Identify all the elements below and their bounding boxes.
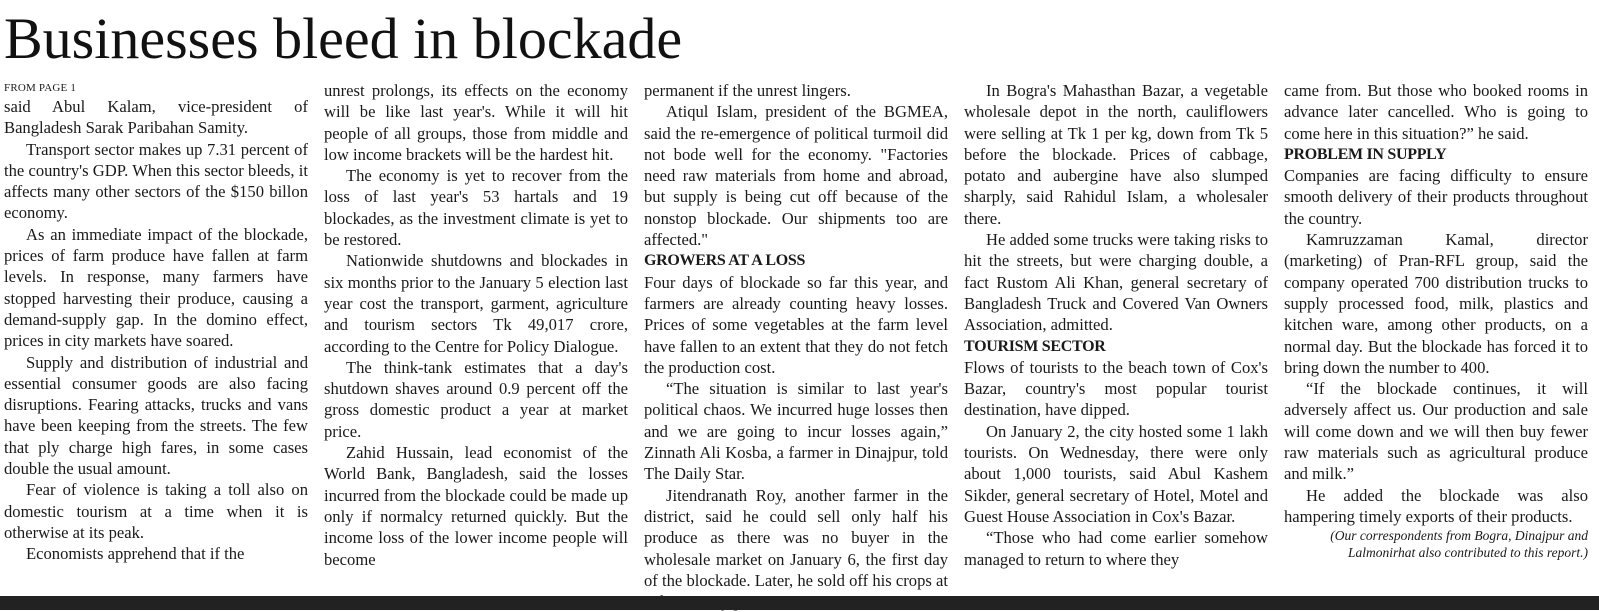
column-5 [1284, 80, 1588, 600]
contributor-credit: (Our correspondents from Bogra, Dinajpur and Lalmonirhat also contributed to this report.) [1330, 528, 1588, 561]
paragraph: As an immediate impact of the blockade, prices of farm produce have fallen at farm levels. In response, many farmers have stopped harvesting their produce, causing a demand-supply gap. In the domino effect, prices in city markets have soared. [4, 224, 308, 351]
paragraph: “Those who had come earlier somehow managed to return to where they [964, 528, 1268, 569]
paragraph: The economy is yet to recover from the loss of last year's 53 hartals and 19 blockades, as the investment climate is yet to be restored. [324, 166, 628, 250]
paragraph: unrest prolongs, its effects on the economy will be like last year's. While it will hit people of all groups, those from middle and low income brackets will be the hardest hit. [324, 81, 628, 164]
subheading: PROBLEM IN SUPPLY [1284, 145, 1447, 163]
paragraph: permanent if the unrest lingers. [644, 81, 851, 100]
paragraph: On January 2, the city hosted some 1 lakh tourists. On Wednesday, there were only about 1,000 tourists, said Abul Kashem Sikder, general secretary of Hotel, Motel and Guest House Association in Cox's Bazar. [964, 421, 1268, 526]
subheading: GROWERS AT A LOSS [644, 252, 806, 270]
paragraph: He added the blockade was also hampering timely exports of their products. [1284, 485, 1588, 526]
jump-slug: FROM PAGE 1 [4, 82, 77, 94]
paragraph: Zahid Hussain, lead economist of the World Bank, Bangladesh, said the losses incurred from the blockade could be made up only if normalcy returned quickly. But the income loss of the lower income people will become [324, 443, 628, 569]
paragraph: said Abul Kalam, vice-president of Bangladesh Sarak Paribahan Samity. [4, 97, 308, 138]
paragraph: Kamruzzaman Kamal, director (marketing) of Pran-RFL group, said the company operated 700 distribution trucks to supply processed food, milk, plastics and kitchen ware, among other products, on a normal day. But the blockade has forced it to bring down the number to 400. [1284, 230, 1588, 377]
paragraph: Nationwide shutdowns and blockades in six months prior to the January 5 election last year cost the transport, garment, agriculture and tourism sectors Tk 49,017 crore, according to the Centre for Policy Dialogue. [324, 251, 628, 356]
paragraph: The think-tank estimates that a day's shutdown shaves around 0.9 percent off the gross domestic product a year at market price. [324, 357, 628, 441]
paragraph: Transport sector makes up 7.31 percent of the country's GDP. When this sector bleeds, it affects many other sectors of the $150 billon economy. [4, 139, 308, 223]
paragraph: He added some trucks were taking risks to hit the streets, but were charging double, a fact Rustom Ali Khan, general secretary of Bangladesh Truck and Covered Van Owners Association, admitted. [964, 230, 1268, 335]
paragraph: Companies are facing difficulty to ensure smooth delivery of their products throughout the country. [1284, 166, 1588, 228]
paragraph: Jitendranath Roy, another farmer in the district, said he could sell only half his produce as there was no buyer in the wholesale market on January 6, the first day of the blockade. Later, he sold off his crops at [644, 485, 948, 590]
column-1 [4, 80, 308, 600]
column-3 [644, 80, 948, 600]
paragraph: Economists apprehend that if the [26, 544, 245, 564]
paragraph: Flows of tourists to the beach town of Cox's Bazar, country's most popular tourist destination, have dipped. [964, 357, 1268, 420]
paragraph: Four days of blockade so far this year, and farmers are already counting heavy losses. Prices of some vegetables at the farm level have fallen to an extent that they do not fetch the production cost. [644, 272, 948, 377]
paragraph: Supply and distribution of industrial and essential consumer goods are also facing disruptions. Fearing attacks, trucks and vans have been keeping from the streets. The few that ply charge high fares, in some cases double the usual amount. [4, 352, 308, 479]
column-4 [964, 80, 1268, 600]
subheading: TOURISM SECTOR [964, 337, 1106, 355]
headline: Businesses bleed in blockade [4, 6, 683, 71]
paragraph: Fear of violence is taking a toll also on domestic tourism at a time when it is otherwise at its peak. [4, 480, 308, 542]
article-body [4, 80, 1588, 600]
paragraph: In Bogra's Mahasthan Bazar, a vegetable wholesale depot in the north, cauliflowers were selling at Tk 1 per kg, down from Tk 5 before the blockade. Prices of cabbage, potato and aubergine have also slumped sharply, said Rahidul Islam, a wholesaler there. [964, 81, 1268, 228]
paragraph: came from. But those who booked rooms in advance later cancelled. Who is going to come here in this situation?” he said. [1284, 81, 1588, 143]
paragraph: “The situation is similar to last year's political chaos. We incurred huge losses then and we are going to incur losses again,” Zinnath Ali Kosba, a farmer in Dinajpur, told The Daily Star. [644, 379, 948, 484]
paragraph: “If the blockade continues, it will adversely affect us. Our production and sale will come down and we will then buy fewer raw materials such as agricultural produce and milk.” [1284, 379, 1588, 484]
column-2 [324, 80, 628, 600]
paragraph: Atiqul Islam, president of the BGMEA, said the re-emergence of political turmoil did not bode well for the economy. "Factories need raw materials from home and abroad, but supply is being cut off because of the nonstop blockade. Our shipments too are affected." [644, 102, 948, 250]
page-bottom-rule [0, 596, 1599, 610]
